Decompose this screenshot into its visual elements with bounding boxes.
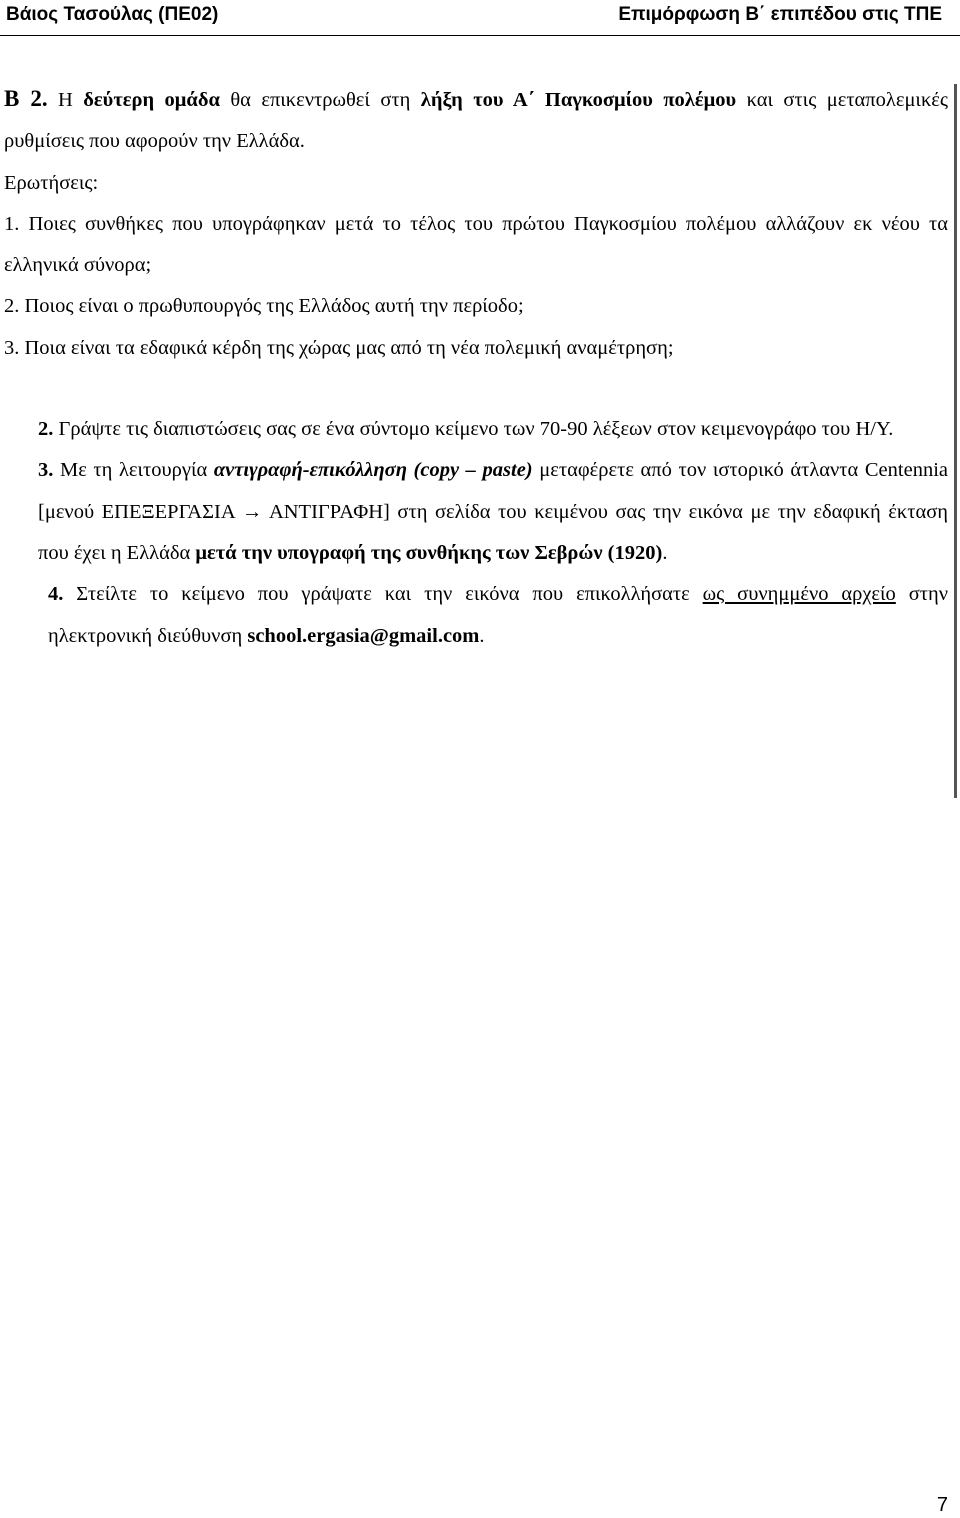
treaty-emphasis: μετά την υπογραφή της συνθήκης των Σεβρών (1920) (195, 541, 663, 564)
questions-heading: Ερωτήσεις: (4, 171, 99, 194)
header-divider (0, 35, 960, 36)
step-4-number: 4. (48, 583, 64, 606)
section-intro: Β 2. Η δεύτερη ομάδα θα επικεντρωθεί στη λήξη του Α΄ Παγκοσμίου πολέμου και στις μεταπολεμικές ρυθμίσεις που αφορούν την Ελλάδα. (4, 86, 949, 153)
margin-rule (954, 84, 957, 798)
section-label: Β 2. (4, 86, 48, 111)
header-author: Βάιος Τασούλας (ΠΕ02) (6, 4, 219, 25)
header-course: Επιμόρφωση Β΄ επιπέδου στις ΤΠΕ (618, 4, 942, 25)
group-name: δεύτερη ομάδα (83, 89, 220, 111)
document-body (4, 78, 948, 657)
question-1: 1. Ποιες συνθήκες που υπογράφηκαν μετά το τέλος του πρώτου Παγκοσμίου πολέμου αλλάζουν εκ νέου τα ελληνικά σύνορα; (4, 212, 948, 277)
page-header (0, 0, 960, 38)
topic: λήξη του Α΄ Παγκοσμίου πολέμου (420, 89, 737, 111)
copy-paste-term: αντιγραφή-επικόλληση (copy – paste) (213, 459, 533, 482)
page-number: 7 (936, 1494, 948, 1516)
step-3: 3. Με τη λειτουργία αντιγραφή-επικόλληση (copy – paste) μεταφέρετε από τον ιστορικό άτλαντα Centennia [μενού ΕΠΕΞΕΡΓΑΣΙΑ → ΑΝΤΙΓΡΑΦΗ] στη σελίδα του κειμένου σας την εικόνα με την εδαφική έκταση που έχει η Ελλάδα μετά την υπογραφή της συνθήκης των Σεβρών (1920). (38, 459, 948, 564)
email-address: school.ergasia@gmail.com (247, 624, 480, 647)
step-2: 2. Γράψτε τις διαπιστώσεις σας σε ένα σύντομο κείμενο των 70-90 λέξεων στον κειμενογράφο του Η/Υ. (38, 418, 894, 441)
question-3: 3. Ποια είναι τα εδαφικά κέρδη της χώρας μας από τη νέα πολεμική αναμέτρηση; (4, 336, 674, 359)
step-3-number: 3. (38, 459, 54, 482)
step-2-number: 2. (38, 418, 54, 441)
question-2: 2. Ποιος είναι ο πρωθυπουργός της Ελλάδος αυτή την περίοδο; (4, 295, 524, 318)
attachment-phrase: ως συνημμένο αρχείο (702, 583, 896, 606)
step-4: 4. Στείλτε το κείμενο που γράψατε και την εικόνα που επικολλήσατε ως συνημμένο αρχείο στην ηλεκτρονική διεύθυνση school.ergasia@gmail.com. (48, 583, 948, 647)
